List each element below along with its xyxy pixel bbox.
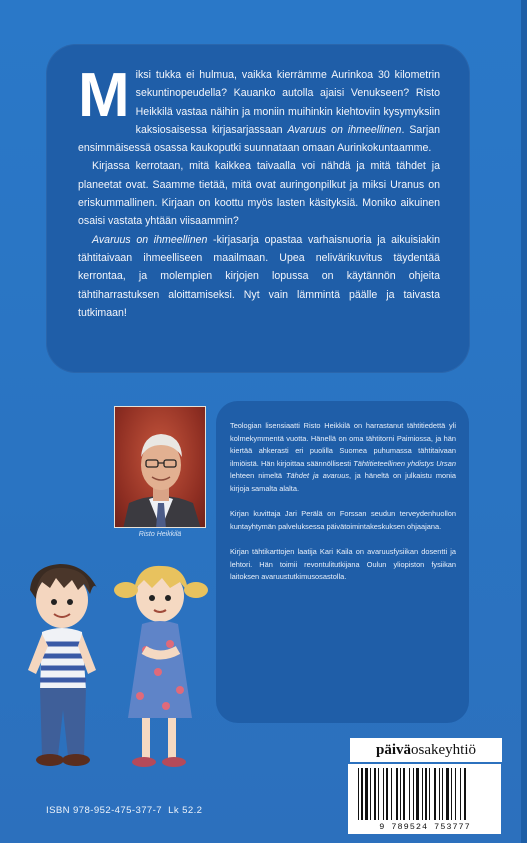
girl-figure — [114, 566, 208, 767]
children-illustration — [20, 560, 220, 780]
series-title: Avaruus on ihmeellinen — [287, 123, 402, 136]
series-title-2: Avaruus on ihmeellinen — [92, 233, 208, 246]
bio-illustrator: Kirjan kuvittaja Jari Perälä on Forssan seudun terveydenhuollon kuntayhtymän palveluksessa päivätoimintakeskuksen ohjaajana. — [230, 509, 456, 531]
barcode-bars — [348, 764, 501, 822]
photo-caption: Risto Heikkilä — [138, 531, 182, 538]
author-photo — [114, 406, 206, 528]
bio-map-maker: Kirjan tähtikarttojen laatija Kari Kaila on avaruusfysiikan dosentti ja lehtori. Hän toimii revontulitutkijana Oulun yliopiston fysiikan laitoksen avaruustutkimusosastolla. — [230, 546, 456, 582]
spine-edge — [521, 0, 527, 843]
isbn-line: ISBN 978-952-475-377-7 Lk 52.2 — [46, 805, 203, 816]
publisher-logo: päivä osakeyhtiö — [350, 738, 502, 762]
author-portrait-illustration — [115, 407, 206, 528]
bio-author: Teologian lisensiaatti Risto Heikkilä on harrastanut tähtitiedettä yli kolmekymmentä vuotta. Hänellä on oma tähtitorni Paimiossa, ja hän kiertää ahkerasti eri puolilla Suomea puhumassa tähtitaivaan ilmiöistä. Hän kirjoittaa säännöllisesti Tähtitieteellinen yhdistys Ursan lehteen nimeltä Tähdet ja avaruus, ja häneltä on julkaistu monia kirjoja samalta alalta. — [230, 421, 456, 493]
blurb-paragraph-1: Miksi tukka ei hulmua, vaikka kierrämme Aurinkoa 30 kilometrin sekuntinopeudella? Kauanko autolla ajaisi Venukseen? Risto Heikkilä vastaa näihin ja moniin muihinkin kiehtoviin kysymyksiin kaksiosaisessa kirjasarjassaan Avaruus on ihmeellinen. Sarjan ensimmäisessä osassa kaukoputki suunnataan omaan Aurinkokuntaamme. — [78, 61, 440, 155]
blurb-paragraph-2: Kirjassa kerrotaan, mitä kaikkea taivaalla voi nähdä ja mitä tähdet ja planeetat ovat. Saamme tietää, mitä ovat auringonpilkut ja miksi Uranus on eriskummallinen. Kirjaan on koottu myös lasten käsityksiä. Moniko aikuinen osaisi vastata yhtään viisaammin? — [78, 160, 440, 228]
blurb-text — [78, 61, 441, 322]
barcode-digits: 9 789524 753777 — [379, 822, 471, 832]
drop-cap: M — [78, 61, 130, 130]
bio-text — [230, 420, 456, 596]
blurb-paragraph-3: Avaruus on ihmeellinen -kirjasarja opastaa varhaisnuoria ja aikuisiakin tähtitaivaan ihmeelliseen maailmaan. Upea nelivärikuvitus täydentää kerrontaa, ja molempien kirjojen lopussa on käytännön ohjeita tähtiharrastuksen aloittamiseksi. Nyt vain lämmintä päälle ja taivasta tutkimaan! — [78, 233, 441, 319]
boy-figure — [28, 564, 98, 766]
